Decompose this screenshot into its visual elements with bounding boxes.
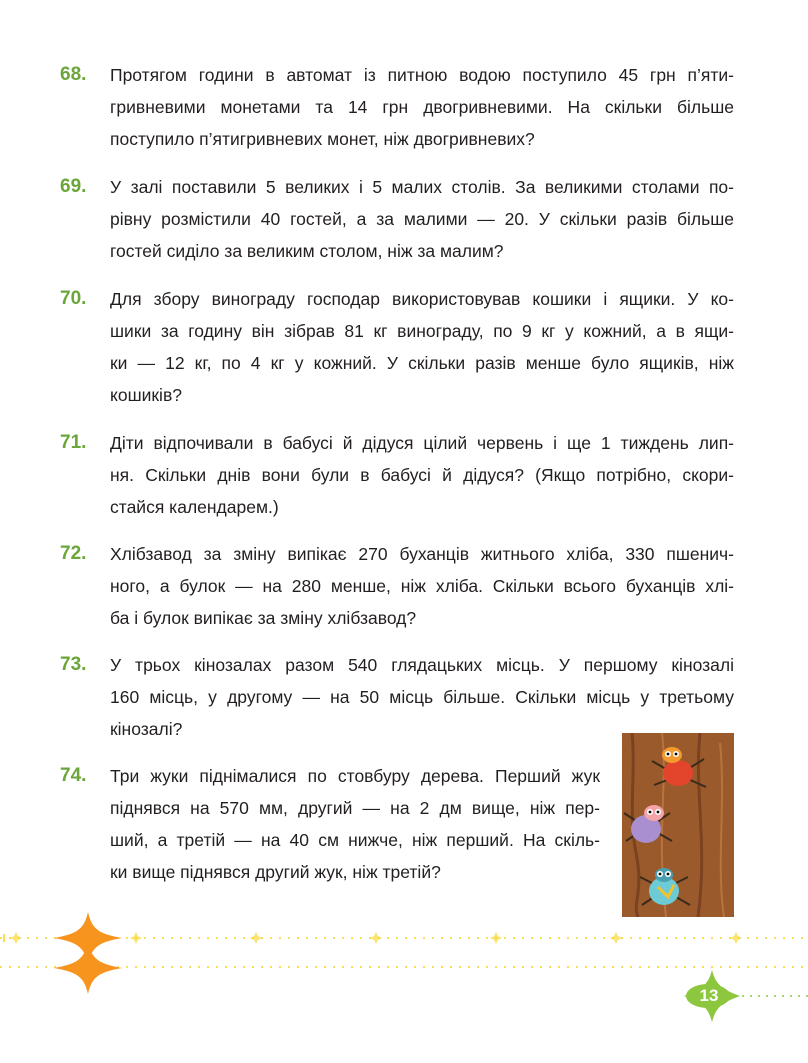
problem-text-line: кошиків? [110,385,182,405]
problem-text-line: шики за годину він зібрав 81 кг винограду, по 9 кг у кожний, а в ящи- [110,321,734,341]
decorative-border [0,912,808,1063]
problem-number: 69. [60,176,87,197]
problem-text-line: У залі поставили 5 великих і 5 малих столів. За великими столами по- [110,177,734,197]
page-number: 13 [699,986,719,1005]
problem-text-line: стайся календарем.) [110,497,279,517]
problem-text-line: гривневими монетами та 14 грн двогривневими. На скільки більше [110,97,734,117]
problem-text-line: кінозалі? [110,719,183,739]
problem-text-line: У трьох кінозалах разом 540 глядацьких місць. У першому кінозалі [110,655,734,675]
problem-text-line: Для збору винограду господар використовував кошики і ящики. У ко- [110,289,734,309]
problem-text-line: ня. Скільки днів вони були в бабусі й дідуся? (Якщо потрібно, скори- [110,465,734,485]
problem-text-line: ки вище піднявся другий жук, ніж третій? [110,862,441,882]
problem-text-line: ки — 12 кг, по 4 кг у кожний. У скільки разів менше було ящиків, ніж [110,353,734,373]
problem-text-line: піднявся на 570 мм, другий — на 2 дм вище, ніж пер- [110,798,600,818]
problem-text-line: Діти відпочивали в бабусі й дідуся цілий червень і ще 1 тиждень лип- [110,433,734,453]
problem-text-line: Три жуки піднімалися по стовбуру дерева. Перший жук [110,766,600,786]
problem-text-line: 160 місць, у другому — на 50 місць більше. Скільки місць у третьому [110,687,734,707]
problem-number: 71. [60,432,87,453]
problem-number: 70. [60,288,87,309]
orange-star-icon [54,942,122,994]
problem-text-line: гостей сиділо за великим столом, ніж за малим? [110,241,504,261]
problem-text-line: ший, а третій — на 40 см нижче, ніж перший. На скіль- [110,830,600,850]
problem-text-line: поступило п’ятигривневих монет, ніж двогривневих? [110,129,535,149]
problem-number: 73. [60,654,87,675]
problem-text-line: Хлібзавод за зміну випікає 270 буханців житнього хліба, 330 пшенич- [110,544,734,564]
problem-number: 72. [60,543,87,564]
problem-text-line: рівну розмістили 40 гостей, а за малими — 20. У скільки разів більше [110,209,734,229]
problem-number: 74. [60,765,87,786]
problem-number: 68. [60,64,87,85]
beetles-on-tree-trunk-icon [622,733,734,917]
problem-text-line: ба і булок випікає за зміну хлібзавод? [110,608,417,628]
problem-text-line: ного, а булок — на 280 менше, ніж хліба. Скільки всього буханців хлі- [110,576,734,596]
problem-text-line: Протягом години в автомат із питною водою поступило 45 грн п’яти- [110,65,734,85]
